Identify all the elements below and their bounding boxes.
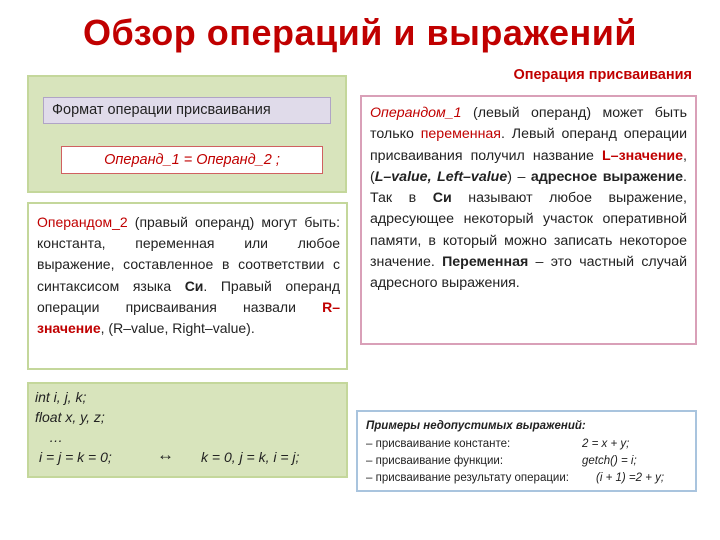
invalid-label-1: – присваивание константе: [366,438,511,450]
format-label: Формат операции присваивания [43,97,331,124]
text-fragment: , ( [370,147,687,185]
invalid-label-3: – присваивание результату операции: [366,472,569,484]
keyword-lvalue: L–значение [602,147,684,164]
slide-title: Обзор операций и выражений [82,12,637,53]
right-operand-panel [27,202,348,370]
code-example-panel [27,382,348,478]
keyword-variable-2: Переменная [442,254,529,271]
invalid-example-2: getch() = i; [582,455,637,467]
text-fragment: называют любое выражение, адресующее некоторый участок оперативной памяти, в который можно записать некоторое значение. [370,190,687,271]
code-line-4-left: i = j = k = 0; [39,449,112,465]
text-fragment: ). [246,320,255,337]
equivalence-arrow-icon: ↔ [157,445,174,464]
text-fragment: , составленное в соответствии с синтаксисом языка [37,256,340,294]
text-fragment: . Так в [370,168,687,207]
keyword-language: Си [432,190,452,207]
right-operand-term: Операндом_2 [37,214,128,230]
text-fragment: (правый операнд) могут быть: [127,214,340,230]
code-line-1: int i, j, k; [35,389,87,405]
invalid-examples-panel [356,410,697,492]
format-panel [27,75,347,193]
left-operand-panel [360,95,697,345]
slide-subtitle: Операция присваивания [513,67,692,83]
text-fragment: , ( [100,320,114,337]
keyword-address-expression: адресное выражение [530,168,684,185]
invalid-examples-heading: Примеры недопустимых выражений: [366,420,586,432]
text-fragment: . Левый операнд операции присваивания получил название [370,126,687,164]
text-fragment: . Правый операнд операции присваивания назвали [37,277,341,315]
keyword-variable: переменная [135,235,215,252]
invalid-example-3: (i + 1) =2 + y; [596,472,665,484]
rvalue-gloss: R–value, Right–value [113,320,247,337]
code-line-3: … [49,429,63,445]
code-line-2: float x, y, z; [35,409,105,425]
text-fragment: , [101,235,136,252]
text-fragment: ) – [507,168,531,185]
assignment-formula: Операнд_1 = Операнд_2 ; [61,146,323,174]
code-line-4-right: k = 0, j = k, i = j; [201,449,300,465]
keyword-rvalue: R–значение [37,298,340,337]
keyword-expression: любое выражение [37,235,341,273]
text-fragment: или [214,235,298,252]
lvalue-gloss: L–value, Left–value [374,168,508,185]
text-fragment: – это частный случай адресного выражения. [370,254,687,292]
invalid-label-2: – присваивание функции: [366,455,504,467]
keyword-constant: константа [37,235,102,252]
text-fragment: (левый операнд) может быть только [370,105,687,143]
left-operand-term: Операндом_1 [370,105,462,121]
keyword-variable: переменная [420,126,501,143]
keyword-language: Си [184,277,204,294]
invalid-example-1: 2 = x + y; [582,438,630,450]
